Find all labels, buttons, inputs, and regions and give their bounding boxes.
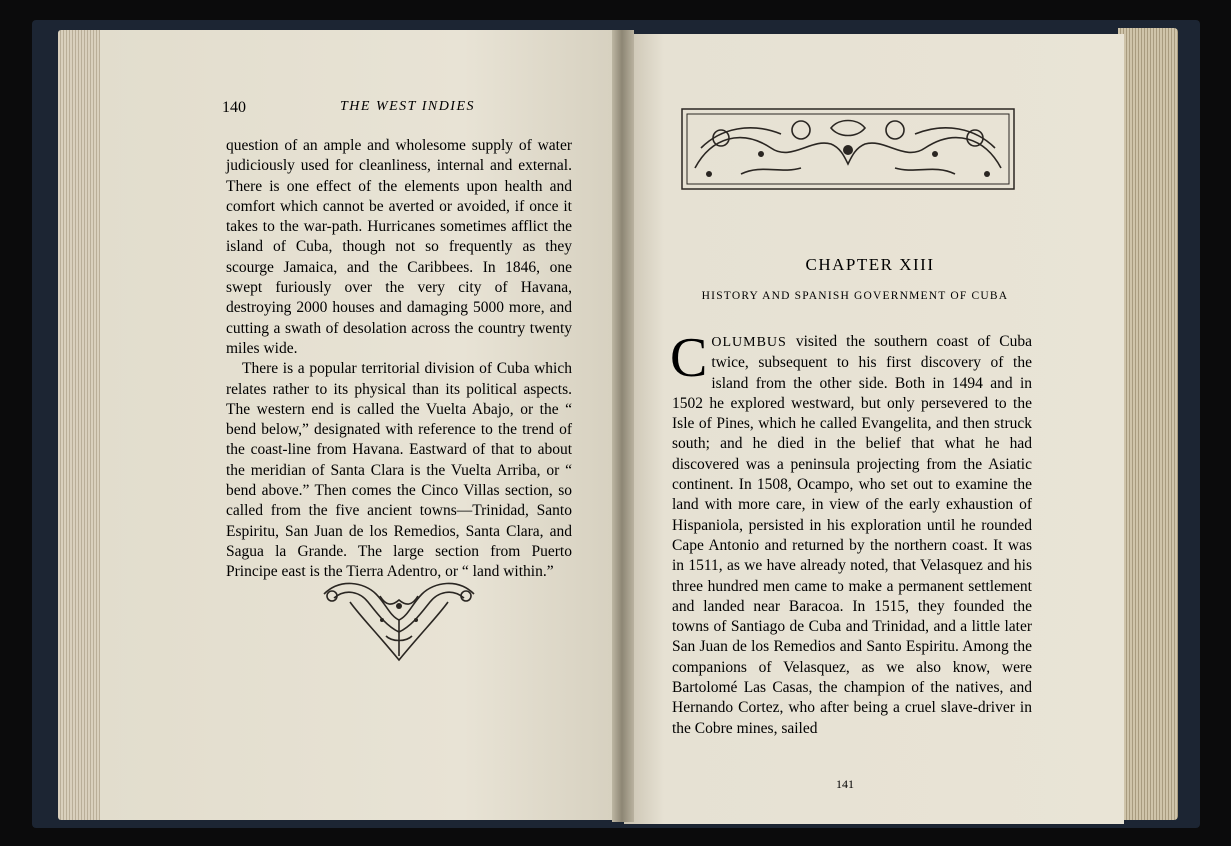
chapter-title: CHAPTER XIII <box>805 255 935 274</box>
running-title: THE WEST INDIES <box>340 99 476 114</box>
paragraph: There is a popular territorial division of Cuba which relates rather to its physical than its political aspects. The western end is called the Vuelta Abajo, or the “ bend below,” designated with reference to the trend of the coast-line from Havana. Eastward of that to about the meridian of Santa Clara is the Vuelta Arriba, or “ bend above.” Then comes the Cinco Villas section, so called from the five ancient towns—Trinidad, Santo Espiritu, San Juan de los Remedios, Santa Clara, and Sagua la Grande. The large section from Puerto Principe east is the Tierra Adentro, or “ land within.” <box>226 360 572 581</box>
opening-smallcaps: OLUMBUS <box>711 335 787 350</box>
running-head <box>222 99 548 121</box>
paragraph-body: visited the southern coast of Cuba twice, subsequent to his first discovery of the island from the other side. Both in 1494 and in 1502 he explored westward, but only persevered to the Isle of Pines, which he called Evangelita, and then struck south; and he died in the belief that what he had discovered was a peninsula projecting from the Asiatic continent. In 1508, Ocampo, who set out to examine the land with more care, in view of the early exhaustion of Hispaniola, persisted in his exploration until he rounded Cape Antonio and returned by the northern coast. It was in 1511, as we have already noted, that Velasquez and his three hundred men came to make a permanent settlement and landed near Baracoa. In 1515, they founded the towns of Santiago de Cuba and Trinidad, and a little later San Juan de los Remedios and Santo Espiritu. Among the companions of Velasquez, as we also know, were Bartolomé Las Casas, the champion of the natives, and Hernando Cortez, who after being a cruel slave-driver in the Cobre mines, sailed <box>672 333 1032 737</box>
right-page-text <box>670 327 1032 739</box>
drop-cap: C <box>670 327 708 389</box>
book-gutter <box>612 30 634 822</box>
page-edges-right <box>1118 28 1178 820</box>
ornamental-headpiece-icon <box>681 108 1015 190</box>
left-page-text <box>226 136 572 583</box>
page-number-left: 140 <box>222 99 246 116</box>
ornament-tailpiece-icon <box>320 576 478 664</box>
chapter-subtitle: HISTORY AND SPANISH GOVERNMENT OF CUBA <box>701 290 1009 302</box>
chapter-opening-paragraph <box>670 327 1032 739</box>
paragraph: question of an ample and wholesome supply of water judiciously used for cleanliness, internal and external. There is one effect of the elements upon health and comfort which cannot be averted or avoided, if once it takes to the war-path. Hurricanes sometimes afflict the island of Cuba, though not so frequently as they scourge Jamaica, and the Caribbees. In 1846, one swept furiously over the very city of Havana, destroying 2000 houses and damaging 5000 more, and cutting a swath of desolation across the country twenty miles wide. <box>226 137 572 357</box>
page-number-right: 141 <box>836 777 854 791</box>
